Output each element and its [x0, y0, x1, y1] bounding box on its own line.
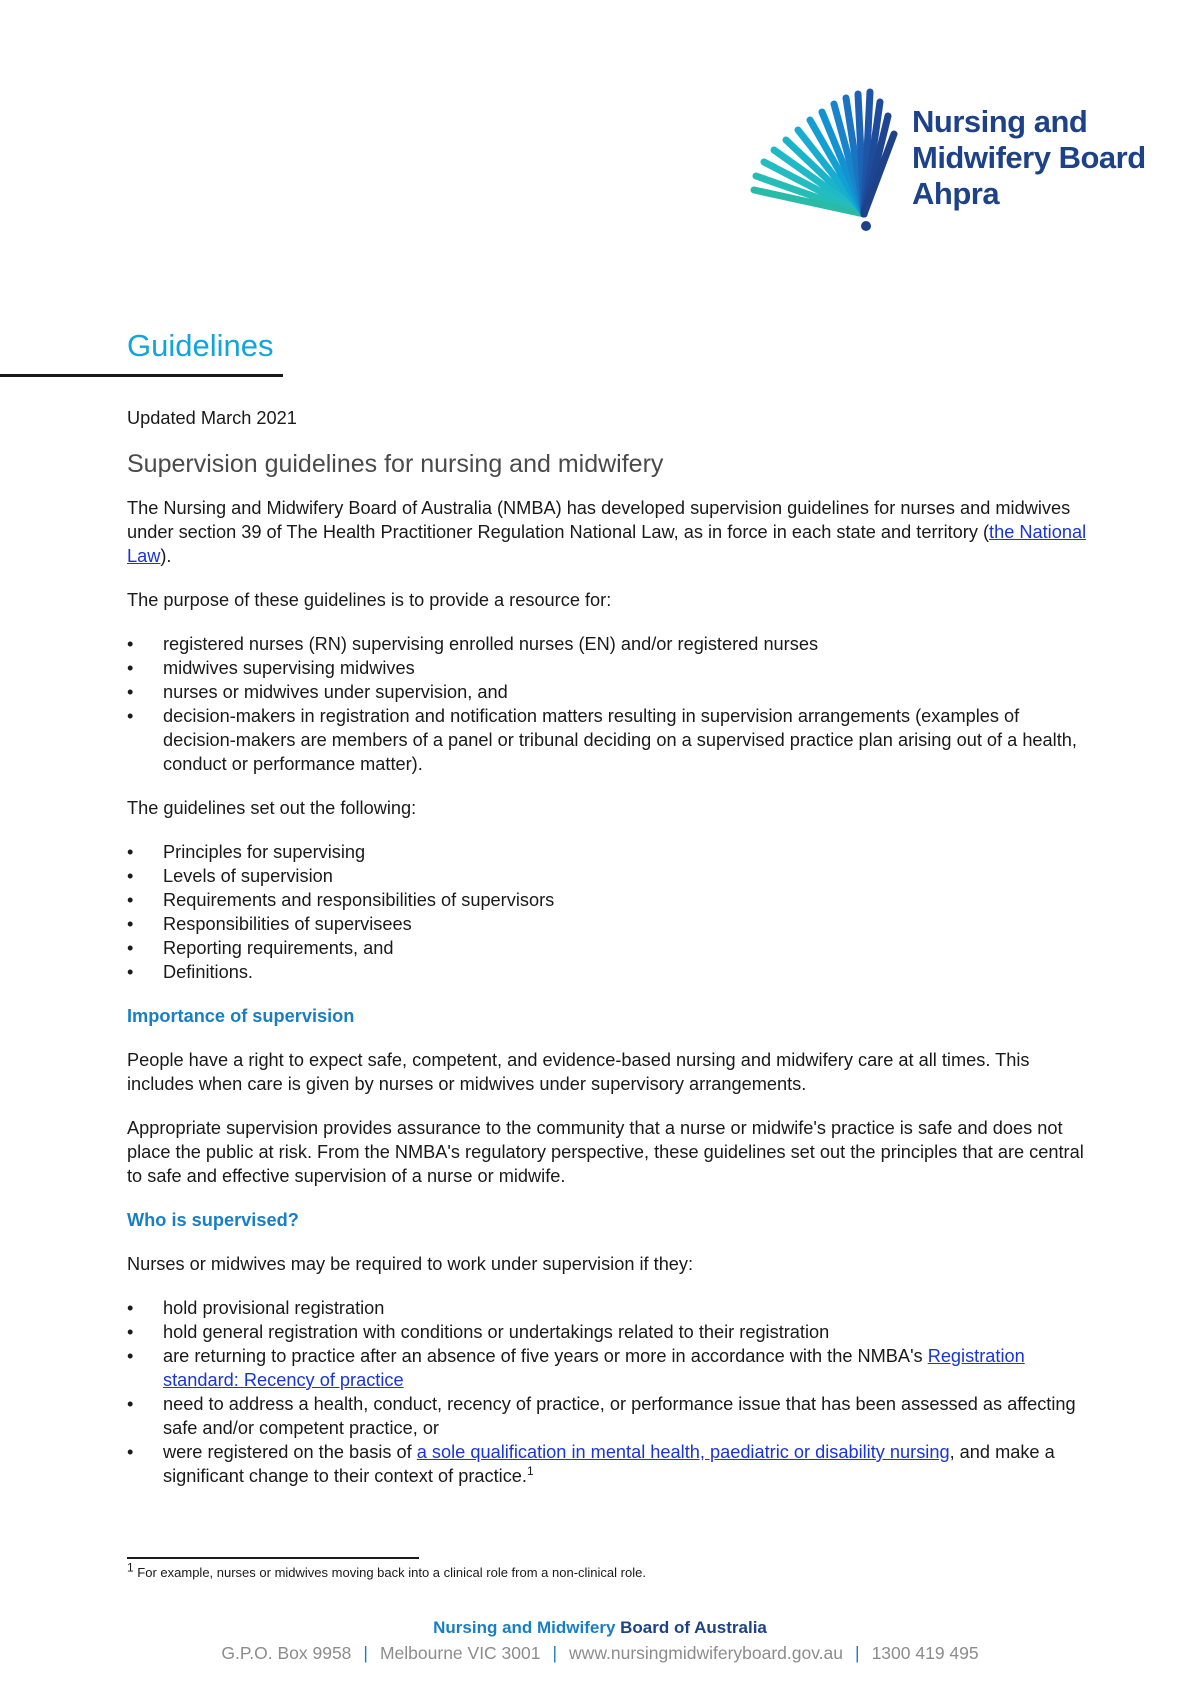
- list-item: • Requirements and responsibilities of supervisors: [127, 888, 1087, 912]
- footnote: [127, 1560, 646, 1580]
- importance-paragraph-2: Appropriate supervision provides assurance to the community that a nurse or midwife's practice is safe and does not place the public at risk. From the NMBA's regulatory perspective, these guidelines set out the principles that are central to safe and effective supervision of a nurse or midwife.: [127, 1118, 1084, 1186]
- who-heading: Who is supervised?: [127, 1210, 299, 1230]
- purpose-lead: The purpose of these guidelines is to provide a resource for:: [127, 590, 612, 610]
- list-item: • nurses or midwives under supervision, and: [127, 680, 1087, 704]
- sole-qualification-link[interactable]: a sole qualification in mental health, paediatric or disability nursing: [416, 1442, 950, 1462]
- list-item: • Responsibilities of supervisees: [127, 912, 1087, 936]
- page-footer: [0, 1616, 1200, 1666]
- document-type-heading: Guidelines: [127, 328, 274, 363]
- updated-date: Updated March 2021: [127, 408, 297, 428]
- list-item: • need to address a health, conduct, recency of practice, or performance issue that has been assessed as affecting safe and/or competent practice, or: [127, 1392, 1087, 1440]
- list-item: • Principles for supervising: [127, 840, 1087, 864]
- document-body: [127, 406, 1087, 1508]
- list-item: [127, 1440, 1087, 1488]
- footer-org-rest: Board of Australia: [615, 1618, 767, 1637]
- nmba-fan-mark-icon: [746, 88, 906, 236]
- who-list: [127, 1296, 1087, 1488]
- national-law-link[interactable]: the National Law: [127, 522, 1087, 566]
- nmba-logo: [746, 88, 1156, 236]
- footer-org-accent: Nursing and Midwifery: [433, 1618, 616, 1637]
- logo-line-3: Ahpra: [912, 176, 1000, 211]
- list-item: • decision-makers in registration and notification matters resulting in supervision arrangements (examples of decision-makers are members of a panel or tribunal deciding on a supervised practice plan arising out of a health, conduct or performance matter).: [127, 704, 1087, 776]
- footnote-reference[interactable]: 1: [526, 1463, 534, 1478]
- footer-website-link[interactable]: www.nursingmidwiferyboard.gov.au: [569, 1643, 844, 1663]
- footnote-number: 1: [127, 1560, 134, 1575]
- footer-contact: [0, 1640, 1200, 1666]
- item-text: , and make a significant change to their context of practice.: [163, 1442, 1055, 1486]
- intro-text-after: ).: [160, 546, 172, 566]
- footer-separator: |: [552, 1643, 558, 1663]
- footer-separator: |: [855, 1643, 860, 1663]
- list-item: • Reporting requirements, and: [127, 936, 1087, 960]
- footer-address-po-box: G.P.O. Box 9958: [221, 1643, 352, 1663]
- list-item: • hold general registration with conditions or undertakings related to their registration: [127, 1320, 1087, 1344]
- footer-separator: |: [363, 1643, 368, 1663]
- item-text: are returning to practice after an absence of five years or more in accordance with the NMBA's: [163, 1346, 928, 1366]
- purpose-list: [127, 632, 1087, 776]
- footer-address-city: Melbourne VIC 3001: [379, 1643, 541, 1663]
- setout-lead: The guidelines set out the following:: [127, 798, 417, 818]
- footnote-divider: [127, 1557, 419, 1559]
- recency-standard-link[interactable]: Registration standard: Recency of practice: [163, 1346, 1025, 1390]
- footer-phone: 1300 419 495: [871, 1643, 979, 1663]
- list-item: • Definitions.: [127, 960, 1087, 984]
- page-title: Supervision guidelines for nursing and midwifery: [127, 450, 664, 478]
- who-lead: Nurses or midwives may be required to work under supervision if they:: [127, 1254, 694, 1274]
- logo-line-1: Nursing and: [912, 104, 1088, 139]
- list-item: • Levels of supervision: [127, 864, 1087, 888]
- intro-paragraph: [127, 496, 1087, 568]
- list-item: • hold provisional registration: [127, 1296, 1087, 1320]
- logo-wordmark: [912, 104, 1146, 212]
- list-item: • registered nurses (RN) supervising enrolled nurses (EN) and/or registered nurses: [127, 632, 1087, 656]
- importance-paragraph-1: People have a right to expect safe, competent, and evidence-based nursing and midwifery care at all times. This includes when care is given by nurses or midwives under supervisory arrangements.: [127, 1050, 1030, 1094]
- footnote-text: For example, nurses or midwives moving back into a clinical role from a non-clinical role.: [133, 1565, 646, 1580]
- footer-organisation: [0, 1616, 1200, 1640]
- importance-heading: Importance of supervision: [127, 1006, 355, 1026]
- logo-line-2: Midwifery Board: [912, 140, 1146, 175]
- intro-text-before: The Nursing and Midwifery Board of Australia (NMBA) has developed supervision guidelines for nurses and midwives under section 39 of The Health Practitioner Regulation National Law, as in force in each state and territory (: [127, 498, 1071, 542]
- item-text: were registered on the basis of: [163, 1442, 417, 1462]
- list-item: [127, 1344, 1087, 1392]
- setout-list: [127, 840, 1087, 984]
- heading-divider: [0, 374, 283, 377]
- list-item: • midwives supervising midwives: [127, 656, 1087, 680]
